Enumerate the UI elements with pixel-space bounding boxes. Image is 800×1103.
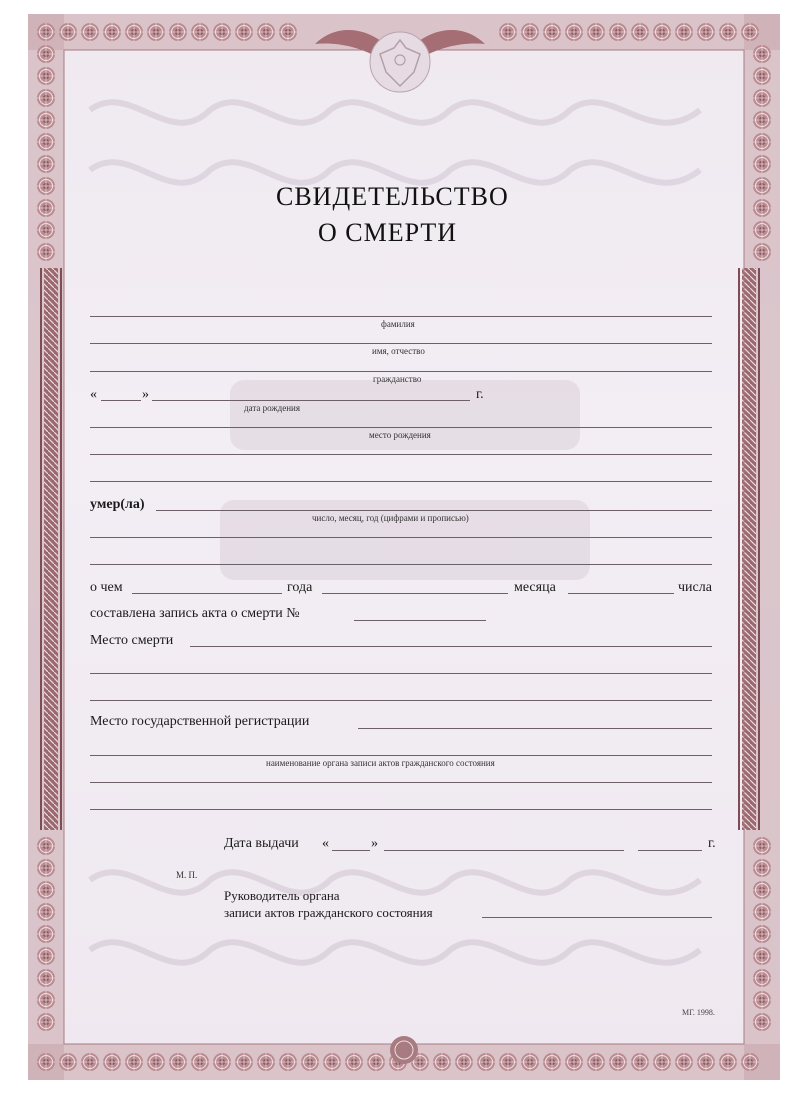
issue-day-line (332, 850, 370, 851)
border-rosette-icon (587, 23, 605, 41)
border-rosette-icon (499, 23, 517, 41)
border-rosette-icon (213, 1053, 231, 1071)
border-rosette-icon (433, 1053, 451, 1071)
name-patronymic-hint: имя, отчество (372, 346, 425, 356)
border-rosette-icon (37, 89, 55, 107)
border-rosette-icon (37, 925, 55, 943)
border-rosette-icon (753, 111, 771, 129)
birth-close-quote: » (142, 387, 149, 402)
head-label-line-2: записи актов гражданского состояния (224, 905, 433, 920)
registration-hint: наименование органа записи актов гражданского состояния (266, 758, 495, 768)
border-rosette-icon (719, 23, 737, 41)
border-rosette-icon (609, 23, 627, 41)
issue-close-quote: » (371, 836, 378, 851)
border-rosette-icon (753, 991, 771, 1009)
surname-hint: фамилия (381, 319, 415, 329)
death-place-line-2 (90, 673, 712, 674)
border-rosette-icon (675, 23, 693, 41)
border-rosette-icon (565, 23, 583, 41)
border-rosette-icon (37, 859, 55, 877)
registration-line-3 (90, 782, 712, 783)
border-rosette-icon (753, 199, 771, 217)
border-rosette-icon (37, 23, 55, 41)
border-rosette-icon (741, 23, 759, 41)
border-rosette-icon (279, 1053, 297, 1071)
border-rosette-icon (213, 23, 231, 41)
day-value-line (568, 593, 674, 594)
head-label-line-1: Руководитель органа (224, 888, 340, 903)
printer-mark: МГ. 1998. (682, 1008, 715, 1017)
border-rosette-icon (191, 1053, 209, 1071)
border-rosette-icon (37, 947, 55, 965)
border-rosette-icon (37, 199, 55, 217)
border-rosette-icon (455, 1053, 473, 1071)
border-rosette-icon (753, 881, 771, 899)
border-rosette-icon (147, 23, 165, 41)
border-rosette-icon (741, 1053, 759, 1071)
death-date-hint: число, месяц, год (цифрами и прописью) (312, 513, 469, 523)
death-place-label: Место смерти (90, 633, 174, 648)
border-rosette-icon (301, 1053, 319, 1071)
title-line-2: О СМЕРТИ (318, 218, 458, 247)
birth-place-line (90, 427, 712, 428)
border-rosette-icon (753, 925, 771, 943)
border-rosette-icon (147, 1053, 165, 1071)
border-rosette-icon (543, 1053, 561, 1071)
border-rosette-icon (753, 155, 771, 173)
border-rosette-icon (697, 23, 715, 41)
border-rosette-icon (37, 969, 55, 987)
issue-month-line (384, 850, 624, 851)
birth-place-line-2 (90, 454, 712, 455)
border-rosette-icon (279, 23, 297, 41)
issue-year-suffix: г. (708, 836, 716, 851)
border-rosette-icon (257, 1053, 275, 1071)
name-line (90, 343, 712, 344)
birth-date-line (152, 400, 470, 401)
border-rosette-icon (675, 1053, 693, 1071)
border-rosette-icon (59, 23, 77, 41)
border-rosette-icon (191, 23, 209, 41)
seal-label: М. П. (176, 870, 198, 880)
registration-line (358, 728, 712, 729)
border-rosette-icon (753, 837, 771, 855)
border-rosette-icon (631, 1053, 649, 1071)
border-rosette-icon (37, 177, 55, 195)
border-rosette-icon (753, 221, 771, 239)
border-rosette-icon (521, 1053, 539, 1071)
birth-day-line (101, 400, 141, 401)
border-rosette-icon (37, 837, 55, 855)
border-rosette-icon (169, 23, 187, 41)
year-label: года (287, 580, 313, 595)
citizenship-line (90, 371, 712, 372)
border-rosette-icon (235, 23, 253, 41)
birth-open-quote: « (90, 387, 97, 402)
registration-line-4 (90, 809, 712, 810)
birth-year-suffix: г. (476, 387, 484, 402)
border-rosette-icon (169, 1053, 187, 1071)
border-rosette-icon (235, 1053, 253, 1071)
issue-open-quote: « (322, 836, 329, 851)
death-place-line-3 (90, 700, 712, 701)
border-rosette-icon (753, 903, 771, 921)
border-rosette-icon (37, 243, 55, 261)
registration-line-2 (90, 755, 712, 756)
border-rosette-icon (59, 1053, 77, 1071)
border-rosette-icon (37, 881, 55, 899)
border-rosette-icon (103, 23, 121, 41)
birth-date-hint: дата рождения (244, 403, 300, 413)
border-rosette-icon (609, 1053, 627, 1071)
border-rosette-icon (37, 903, 55, 921)
border-rosette-icon (477, 1053, 495, 1071)
title-line-1: СВИДЕТЕЛЬСТВО (276, 182, 509, 211)
border-rosette-icon (37, 155, 55, 173)
border-rosette-icon (587, 1053, 605, 1071)
border-rosette-icon (37, 1053, 55, 1071)
death-date-line-2 (90, 537, 712, 538)
coat-of-arms-icon (370, 32, 430, 92)
border-rosette-icon (37, 991, 55, 1009)
border-rosette-icon (697, 1053, 715, 1071)
border-rosette-icon (125, 1053, 143, 1071)
day-label: числа (678, 580, 712, 595)
border-rosette-icon (753, 177, 771, 195)
border-rosette-icon (81, 23, 99, 41)
border-rosette-icon (37, 45, 55, 63)
died-label: умер(ла) (90, 497, 145, 512)
border-rosette-icon (521, 23, 539, 41)
border-rosette-icon (37, 133, 55, 151)
border-rosette-icon (345, 1053, 363, 1071)
border-rosette-icon (565, 1053, 583, 1071)
month-label: месяца (514, 580, 556, 595)
border-rosette-icon (753, 947, 771, 965)
border-rosette-icon (37, 221, 55, 239)
border-rosette-icon (37, 111, 55, 129)
border-rosette-icon (719, 1053, 737, 1071)
border-rosette-icon (753, 45, 771, 63)
border-rosette-icon (753, 67, 771, 85)
border-rosette-icon (543, 23, 561, 41)
border-rosette-icon (653, 1053, 671, 1071)
year-value-line (132, 593, 282, 594)
border-rosette-icon (37, 67, 55, 85)
record-label: составлена запись акта о смерти № (90, 606, 300, 621)
about-label: о чем (90, 580, 123, 595)
birth-place-hint: место рождения (369, 430, 431, 440)
border-rosette-icon (631, 23, 649, 41)
border-rosette-icon (753, 969, 771, 987)
death-date-line-3 (90, 564, 712, 565)
registration-label: Место государственной регистрации (90, 714, 310, 729)
border-rosette-icon (753, 859, 771, 877)
border-rosette-icon (323, 1053, 341, 1071)
border-rosette-icon (753, 133, 771, 151)
signature-line (482, 917, 712, 918)
border-rosette-icon (753, 1013, 771, 1031)
border-rosette-icon (753, 89, 771, 107)
citizenship-hint: гражданство (373, 374, 422, 384)
border-rosette-icon (103, 1053, 121, 1071)
month-value-line (322, 593, 508, 594)
border-rosette-icon (37, 1013, 55, 1031)
border-rosette-icon (81, 1053, 99, 1071)
issue-year-line (638, 850, 702, 851)
death-date-line (156, 510, 712, 511)
surname-line (90, 316, 712, 317)
border-rosette-icon (125, 23, 143, 41)
record-number-line (354, 620, 486, 621)
border-rosette-icon (753, 243, 771, 261)
birth-place-line-3 (90, 481, 712, 482)
border-rosette-icon (367, 1053, 385, 1071)
death-place-line (190, 646, 712, 647)
issue-date-label: Дата выдачи (224, 836, 299, 851)
border-rosette-icon (257, 23, 275, 41)
border-rosette-icon (499, 1053, 517, 1071)
border-rosette-icon (653, 23, 671, 41)
